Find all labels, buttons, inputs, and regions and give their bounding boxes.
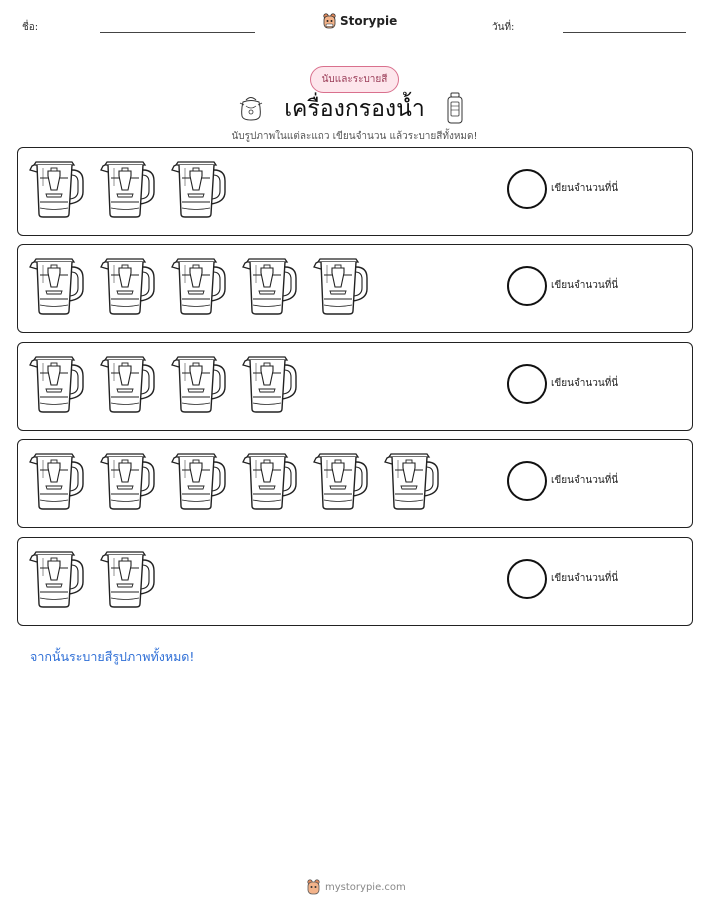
answer-circle[interactable] [507, 266, 547, 306]
storypie-mascot-icon [306, 879, 321, 895]
counting-row [17, 342, 693, 431]
color-instruction: จากนั้นระบายสีรูปภาพทั้งหมด! [30, 649, 195, 664]
date-label: วันที่: [492, 22, 515, 33]
water-pitcher-icon [28, 156, 84, 220]
activity-badge: นับและระบายสี [310, 66, 399, 93]
water-pitcher-icon [28, 448, 84, 512]
answer-circle[interactable] [507, 364, 547, 404]
water-pitcher-icon [170, 156, 226, 220]
water-pitcher-icon [99, 351, 155, 415]
pitcher-group [28, 253, 368, 325]
pitcher-group [28, 448, 439, 520]
name-line[interactable] [100, 32, 255, 33]
storypie-mascot-icon [322, 13, 337, 29]
answer-label: เขียนจำนวนที่นี่ [551, 475, 619, 486]
pitcher-group [28, 351, 297, 423]
answer-label: เขียนจำนวนที่นี่ [551, 573, 619, 584]
brand-name: Storypie [340, 14, 398, 28]
counting-row [17, 537, 693, 626]
page-title: เครื่องกรองน้ำ [284, 96, 425, 122]
subtitle: นับรูปภาพในแต่ละแถว เขียนจำนวน แล้วระบายสีทั้งหมด! [231, 131, 478, 142]
water-pitcher-icon [312, 448, 368, 512]
water-pitcher-icon [28, 253, 84, 317]
answer-label: เขียนจำนวนที่นี่ [551, 183, 619, 194]
answer-circle[interactable] [507, 461, 547, 501]
water-pitcher-icon [28, 351, 84, 415]
water-pitcher-icon [170, 351, 226, 415]
counting-row [17, 439, 693, 528]
water-filter-bottle-icon [446, 92, 464, 124]
pitcher-group [28, 546, 155, 618]
counting-row [17, 147, 693, 236]
water-pitcher-icon [170, 253, 226, 317]
answer-label: เขียนจำนวนที่นี่ [551, 378, 619, 389]
water-pitcher-icon [383, 448, 439, 512]
date-line[interactable] [563, 32, 686, 33]
water-pitcher-icon [99, 156, 155, 220]
counting-row [17, 244, 693, 333]
water-pitcher-icon [99, 253, 155, 317]
water-pitcher-icon [241, 448, 297, 512]
footer-site: mystorypie.com [325, 881, 406, 893]
pitcher-group [28, 156, 226, 228]
answer-circle[interactable] [507, 169, 547, 209]
water-pitcher-icon [28, 546, 84, 610]
brand-logo [322, 13, 397, 29]
title-row [0, 92, 709, 126]
water-pitcher-icon [312, 253, 368, 317]
answer-label: เขียนจำนวนที่นี่ [551, 280, 619, 291]
water-pitcher-icon [241, 253, 297, 317]
footer [306, 879, 406, 895]
name-label: ชื่อ: [22, 22, 39, 33]
water-pitcher-icon [170, 448, 226, 512]
answer-circle[interactable] [507, 559, 547, 599]
water-pitcher-icon [241, 351, 297, 415]
water-pitcher-icon [99, 448, 155, 512]
water-pitcher-icon [99, 546, 155, 610]
